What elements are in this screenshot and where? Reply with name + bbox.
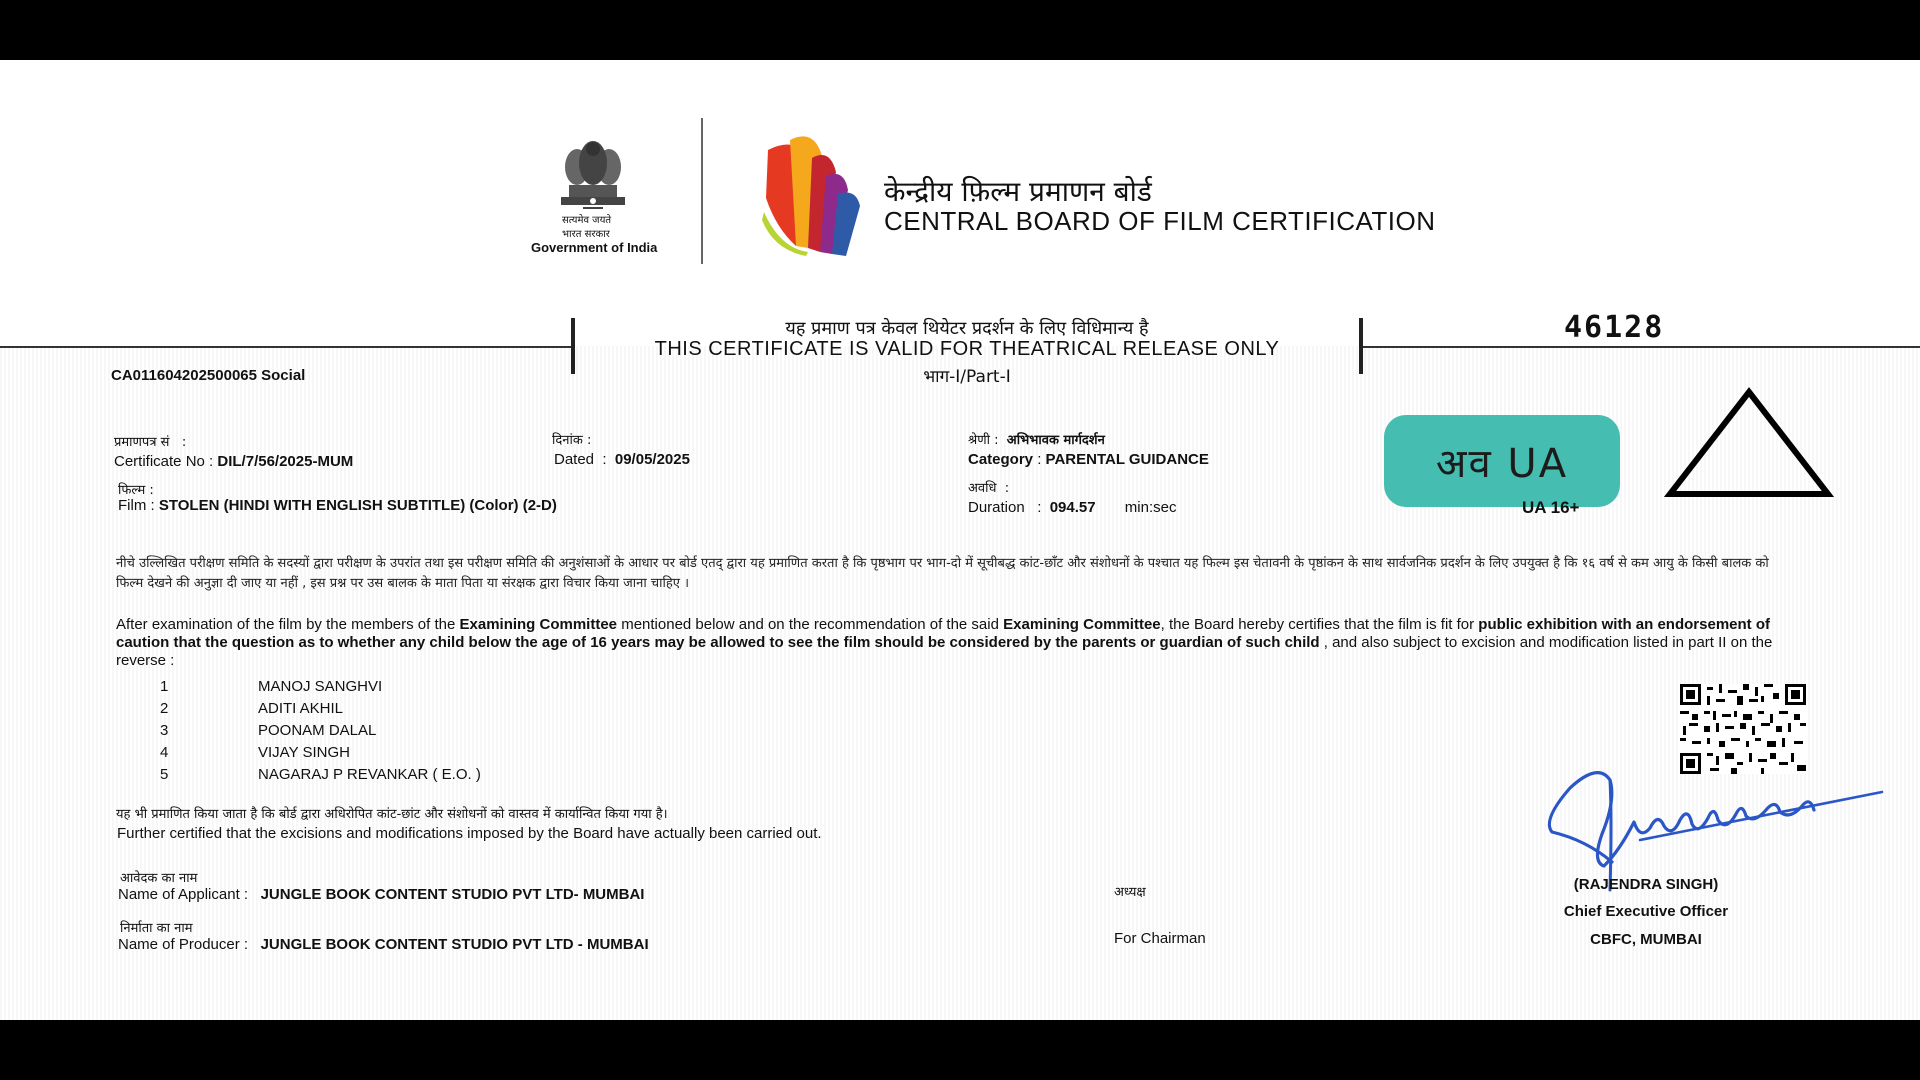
warning-triangle-icon <box>1664 386 1834 502</box>
letterbox-top <box>0 0 1920 60</box>
emblem-gov-hindi: भारत सरकार <box>562 229 610 240</box>
duration: Duration : 094.57 min:sec <box>968 499 1177 516</box>
producer-label-hindi: निर्माता का नाम <box>120 921 193 936</box>
list-item: 3 POONAM DALAL <box>160 722 377 739</box>
certificate-document <box>0 60 1920 1020</box>
rule-left <box>0 346 573 348</box>
cert-no-label-hindi: प्रमाणपत्र सं : <box>114 435 187 450</box>
board-name-hindi: केन्द्रीय फ़िल्म प्रमाणन बोर्ड <box>884 175 1152 208</box>
further-english: Further certified that the excisions and modifications imposed by the Board have actually been carried out. <box>117 825 822 842</box>
rating-age: UA 16+ <box>1522 498 1580 517</box>
emblem-motto: सत्यमेव जयते <box>562 215 612 226</box>
hindi-paragraph: नीचे उल्लिखित परीक्षण समिति के सदस्यों द्वारा परीक्षण के उपरांत तथा इस परीक्षण समिति की अनुशंसाओं के आधार पर बोर्ड एतद् द्वारा यह प्रमाणित करता है कि पृष्ठभाग पर भाग-दो में सूचीबद्ध कांट-छाँट और संशोधनों के पश्चात यह फिल्म इस चेतावनी के पृष्ठांकन के साथ सार्वजनिक प्रदर्शन के लिए उपयुक्त है कि १६ वर्ष से कम आयु के किसी बालक को फिल्म देखने की अनुज्ञा दी जाए या नहीं , इस प्रश्न पर उस बालक के माता पिता या संरक्षक द्वारा विचार किया जाना चाहिए । <box>116 556 1769 591</box>
rating-badge-text: अव UA <box>1435 440 1569 487</box>
cbfc-logo-icon <box>756 128 866 258</box>
chairman-hindi: अध्यक्ष <box>1114 885 1146 900</box>
board-name-english: CENTRAL BOARD OF FILM CERTIFICATION <box>884 206 1436 236</box>
validity-hindi: यह प्रमाण पत्र केवल थियेटर प्रदर्शन के लिए विधिमान्य है <box>785 318 1149 339</box>
header-divider <box>701 118 703 264</box>
validity-english: THIS CERTIFICATE IS VALID FOR THEATRICAL RELEASE ONLY <box>654 338 1280 360</box>
emblem-gov-english: Government of India <box>531 240 658 255</box>
cert-date: Dated : 09/05/2025 <box>554 451 690 468</box>
rating-badge <box>1384 415 1620 507</box>
bracket-right <box>1359 318 1363 374</box>
signatory-title: Chief Executive Officer <box>1563 903 1729 920</box>
committee-list <box>160 676 481 786</box>
letterbox-bottom <box>0 1020 1920 1080</box>
film-title: Film : STOLEN (HINDI WITH ENGLISH SUBTITLE) (Color) (2-D) <box>118 497 557 514</box>
producer: Name of Producer : JUNGLE BOOK CONTENT STUDIO PVT LTD - MUMBAI <box>118 936 649 953</box>
applicant-label-hindi: आवेदक का नाम <box>120 871 198 886</box>
reference-id: CA011604202500065 Social <box>111 367 306 384</box>
further-hindi: यह भी प्रमाणित किया जाता है कि बोर्ड द्वारा अधिरोपित कांट-छांट और संशोधनों को वास्तव में कार्यान्वित किया गया है। <box>116 807 668 822</box>
category: Category : PARENTAL GUIDANCE <box>968 451 1209 468</box>
english-paragraph: After examination of the film by the members of the Examining Committee mentioned below and on the recommendation of the said Examining Committee, the Board hereby certifies that the film is fit for public exhibition with an endorsement of caution that the question as to whether any child below the age of 16 years may be allowed to see the film should be considered by the parents or guardian of such child , and also subject to excision and modification listed in part II on the reverse : <box>116 616 1773 669</box>
rule-right <box>1360 346 1920 348</box>
signatory-office: CBFC, MUMBAI <box>1590 931 1702 948</box>
cert-no: Certificate No : DIL/7/56/2025-MUM <box>114 453 354 470</box>
signatory-name: (RAJENDRA SINGH) <box>1573 876 1719 893</box>
list-item: 5 NAGARAJ P REVANKAR ( E.O. ) <box>160 766 481 783</box>
list-item: 2 ADITI AKHIL <box>160 700 344 717</box>
list-item: 4 VIJAY SINGH <box>160 744 350 761</box>
validity-part: भाग-I/Part-I <box>923 367 1011 387</box>
applicant: Name of Applicant : JUNGLE BOOK CONTENT STUDIO PVT LTD- MUMBAI <box>118 886 645 903</box>
category-hindi: श्रेणी : अभिभावक मार्गदर्शन <box>968 433 1105 448</box>
serial-number: 46128 <box>1564 310 1665 345</box>
film-label-hindi: फिल्म : <box>118 483 154 498</box>
for-chairman: For Chairman <box>1114 930 1206 947</box>
list-item: 1 MANOJ SANGHVI <box>160 678 383 695</box>
duration-label-hindi: अवधि : <box>968 481 1010 496</box>
date-label-hindi: दिनांक : <box>552 433 592 448</box>
